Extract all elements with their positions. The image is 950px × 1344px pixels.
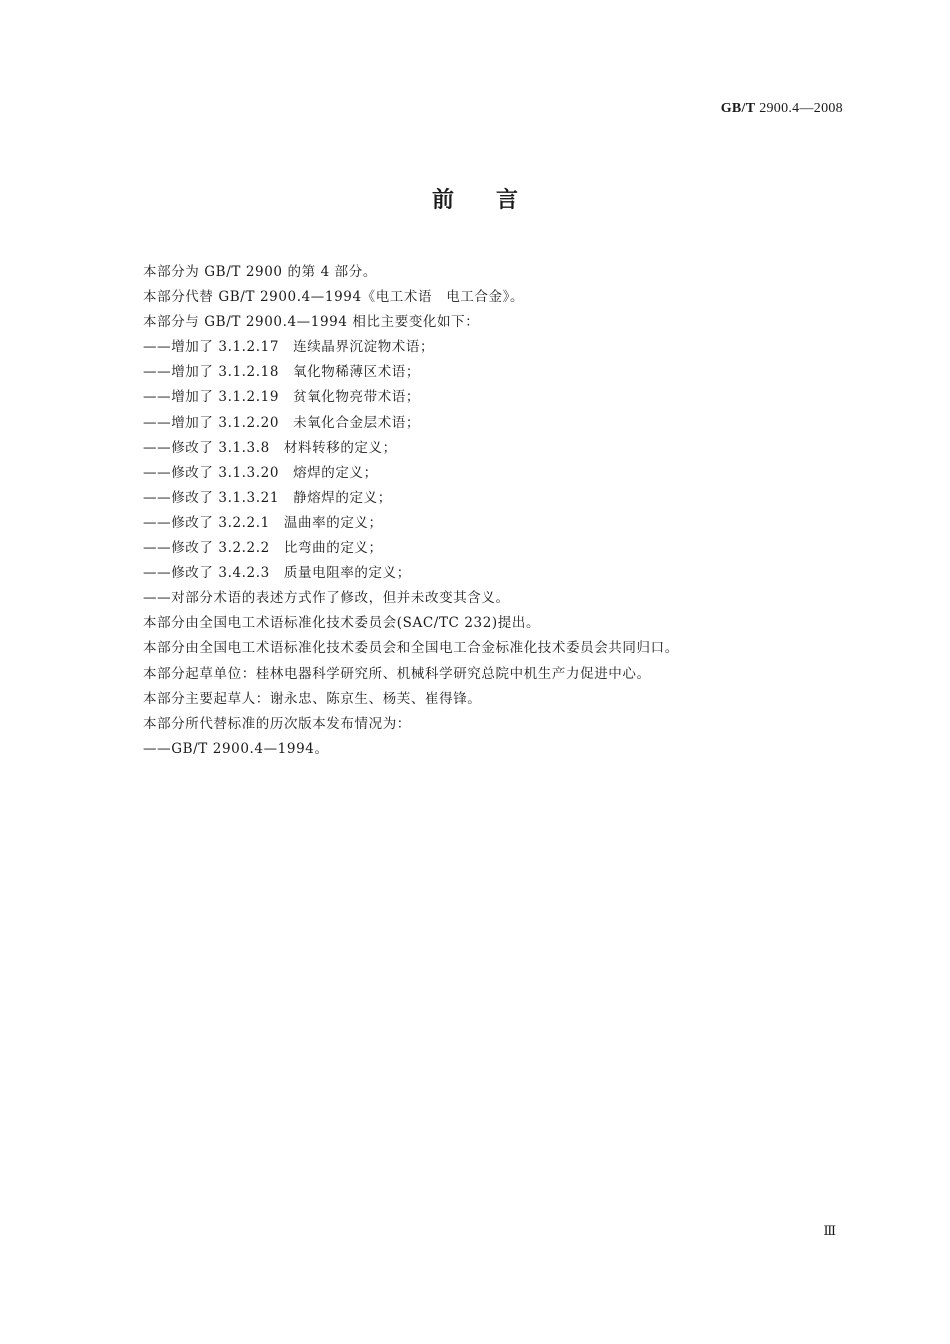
- body-line: 本部分由全国电工术语标准化技术委员会(SAC/TC 232)提出。: [143, 615, 541, 632]
- standard-number: [721, 101, 843, 117]
- change-item: ——对部分术语的表述方式作了修改，但并未改变其含义。: [143, 590, 510, 607]
- standard-prefix: GB/T: [720, 101, 756, 116]
- change-item: ——增加了 3.1.2.17 连续晶界沉淀物术语；: [143, 339, 435, 356]
- page-number: Ⅲ: [823, 1223, 835, 1238]
- change-item: ——GB/T 2900.4—1994。: [143, 740, 329, 757]
- foreword-body: [143, 260, 823, 762]
- change-item: ——增加了 3.1.2.19 贫氧化物亮带术语；: [143, 389, 421, 406]
- body-line: 本部分所代替标准的历次版本发布情况为：: [143, 715, 411, 732]
- page-title: 前言: [431, 188, 560, 213]
- change-item: ——修改了 3.1.3.8 材料转移的定义；: [143, 439, 397, 456]
- change-item: ——修改了 3.1.3.21 静熔焊的定义；: [143, 489, 392, 506]
- body-line: 本部分主要起草人：谢永忠、陈京生、杨芙、崔得锋。: [143, 690, 482, 707]
- change-item: ——修改了 3.4.2.3 质量电阻率的定义；: [143, 565, 411, 582]
- change-item: ——修改了 3.1.3.20 熔焊的定义；: [143, 464, 378, 481]
- standard-code: 2900.4—2008: [759, 101, 843, 116]
- body-line: 本部分为 GB/T 2900 的第 4 部分。: [143, 264, 377, 280]
- change-item: ——修改了 3.2.2.1 温曲率的定义；: [143, 514, 383, 531]
- change-item: ——增加了 3.1.2.18 氧化物稀薄区术语；: [143, 364, 421, 381]
- body-line: 本部分由全国电工术语标准化技术委员会和全国电工合金标准化技术委员会共同归口。: [143, 640, 679, 657]
- body-line: 本部分与 GB/T 2900.4—1994 相比主要变化如下：: [143, 314, 480, 331]
- change-item: ——增加了 3.1.2.20 未氧化合金层术语；: [143, 414, 421, 431]
- body-line: 本部分代替 GB/T 2900.4—1994《电工术语 电工合金》。: [143, 289, 525, 306]
- change-item: ——修改了 3.2.2.2 比弯曲的定义；: [143, 540, 383, 557]
- body-line: 本部分起草单位：桂林电器科学研究所、机械科学研究总院中机生产力促进中心。: [143, 665, 651, 682]
